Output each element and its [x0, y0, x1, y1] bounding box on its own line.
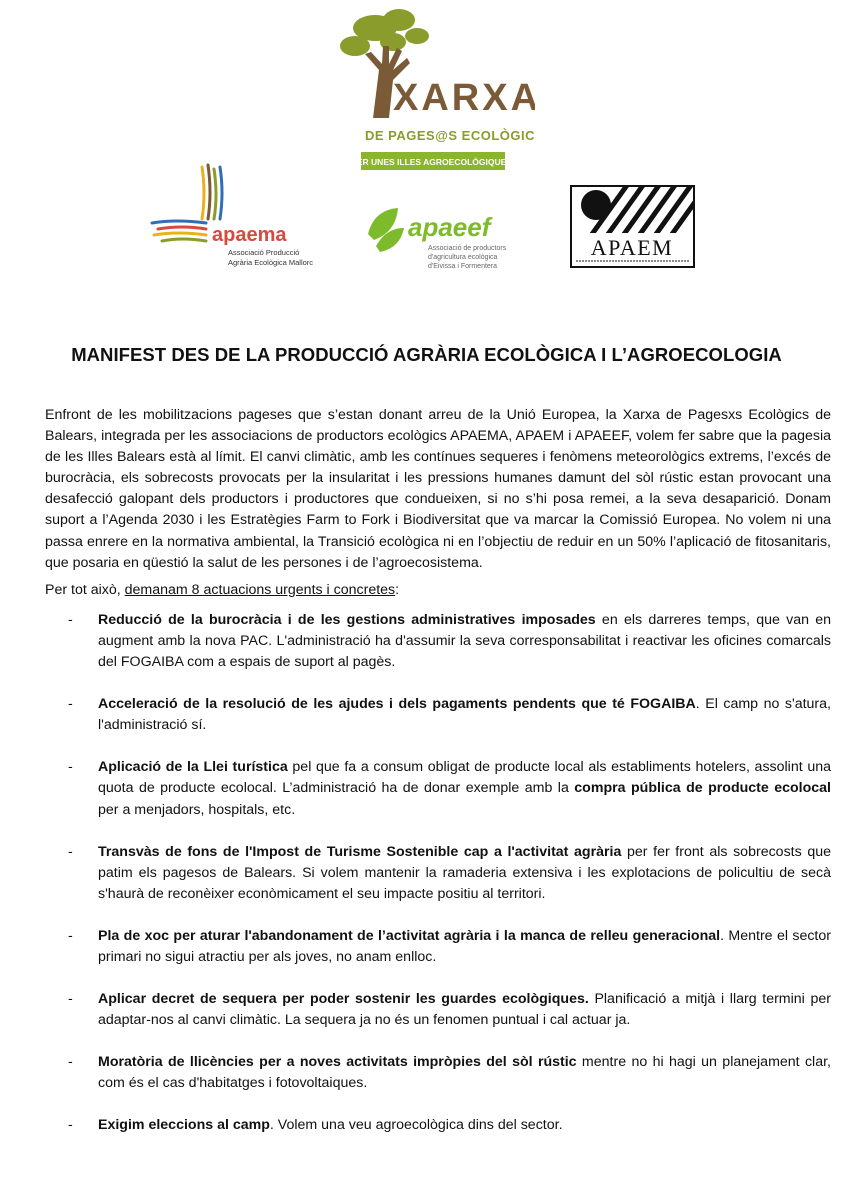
apaema-logo: [148, 163, 313, 273]
paragraph-1: Enfront de les mobilitzacions pageses que s’estan donant arreu de la Unió Europea, la Xarxa de Pagesxs Ecològics de Balears, integrada per les associacions de productors ecològics APAEMA, APAEM i APAEEF, volem fer sabre que la pagesia de les Illes Balears està al límit. El canvi climàtic, amb les contínues sequeres i fenòmens meteorològics extrems, l’excés de burocràcia, els sobrecosts provocats per la insularitat i les pressions humanes damunt del sòl rústic estan provocant una desafecció galopant dels productors i productores que condueixen, si no s’hi posa remei, a la seva desaparició. Donam suport a l’Agenda 2030 i les Estratègies Farm to Fork i Biodiversitat que va marcar la Comissió Europea. No volem ni una passa enrere en la normativa ambiental, la Transició ecològica ni en l’objectiu de reduir en un 50% l’aplicació de fitosanitaris, que posaria en qüestió la salut de les persones i de l’agroecosistema.: [45, 407, 831, 571]
list-item: [45, 989, 831, 1031]
xarxa-name: XARXA: [393, 77, 535, 119]
demand-text: Planificació a mitjà i llarg termini per adaptar-nos al canvi climàtic. La sequera ja no és un fenomen puntual i cal actuar ja.: [98, 991, 831, 1029]
bullet-dash: -: [68, 991, 73, 1008]
demand-bold: Transvàs de fons de l'Impost de Turisme Sostenible cap a l'activitat agrària: [98, 843, 622, 860]
list-item: [45, 610, 831, 673]
bullet-dash: -: [68, 927, 73, 944]
list-item: [45, 926, 831, 968]
xarxa-logo: [335, 6, 535, 176]
demand-bold: Pla de xoc per aturar l'abandonament de l’activitat agrària i la manca de relleu generacional: [98, 927, 721, 944]
apaema-line2: Agrària Ecològica Mallorca: [228, 258, 313, 267]
bullet-dash: -: [68, 1117, 73, 1134]
bullet-dash: -: [68, 696, 73, 713]
demand-bold: Aplicar decret de sequera per poder sostenir les guardes ecològiques.: [98, 991, 589, 1008]
apaem-emblem-icon: [570, 185, 695, 268]
apaeef-name: apaeef: [408, 212, 491, 242]
apaeef-line3: d'Eivissa i Formentera: [428, 263, 498, 270]
demand-text: per fer front als sobrecosts que patim els pagesos de Balears. Si volem mantenir la ramaderia extensiva i les explotacions de policultiu de secà s'haurà de reconèixer econòmicament el seu impacte positiu al territori.: [98, 843, 831, 902]
apaeef-line2: d'agricultura ecològica: [428, 254, 498, 261]
demand-text: pel que fa a consum obligat de producte local als establiments hotelers, assolint una quota de producte ecolocal. L’administració ha de donar exemple amb la: [98, 759, 831, 797]
demand-bold: Exigim eleccions al camp: [98, 1117, 270, 1134]
document-body: [45, 405, 831, 1158]
bullet-dash: -: [68, 759, 73, 776]
list-item: [45, 757, 831, 820]
apaem-name: APAEM: [590, 235, 674, 260]
demands-intro: [45, 580, 831, 601]
bullet-dash: -: [68, 843, 73, 860]
list-item: [45, 694, 831, 736]
demand-text-2: per a menjadors, hospitals, etc.: [98, 801, 296, 818]
apaema-line1: Associació Producció: [228, 248, 300, 257]
demand-bold: Reducció de la burocràcia i de les gestions administratives imposades: [98, 611, 596, 628]
intro-suffix: :: [395, 581, 400, 598]
demand-bold: Acceleració de la resolució de les ajudes i dels pagaments pendents que té FOGAIBA: [98, 696, 696, 713]
document-title: MANIFEST DES DE LA PRODUCCIÓ AGRÀRIA ECOLÒGICA I L’AGROECOLOGIA: [71, 344, 782, 365]
demand-bold: Moratòria de llicències per a noves activitats impròpies del sòl rústic: [98, 1054, 577, 1071]
list-item: [45, 1052, 831, 1094]
demand-text: . Mentre el sector primari no sigui atractiu per als joves, no anam enlloc.: [98, 927, 831, 965]
demands-list: [45, 610, 831, 1137]
intro-underlined: demanam 8 actuacions urgents i concretes: [124, 581, 396, 598]
demand-text: en els darreres temps, que van en augment amb la nova PAC. L'administració ha d'assumir la seva corresponsabilitat i reactivar les oficines comarcals del FOGAIBA com a espais de suport al pagès.: [98, 611, 831, 671]
list-item: [45, 842, 831, 905]
apaeef-line1: Associació de productors: [428, 245, 507, 252]
demand-bold-2: compra pública de producte ecolocal: [574, 780, 831, 797]
apaeef-logo: [366, 204, 526, 272]
apaem-logo: [570, 185, 695, 268]
xarxa-tree-icon: [335, 6, 535, 176]
apaeef-leaf-icon: [366, 204, 526, 272]
apaema-stripes-icon: [148, 163, 313, 273]
bullet-dash: -: [68, 1054, 73, 1071]
demand-text: . El camp no s'atura, l'administració sí.: [98, 696, 831, 734]
demand-bold: Aplicació de la Llei turística: [98, 759, 288, 776]
list-item: [45, 1115, 831, 1136]
demand-text: mentre no hi hagi un planejament clar, com és el cas d'habitatges i fotovoltaiques.: [98, 1054, 831, 1092]
demand-text: . Volem una veu agroecològica dins del sector.: [269, 1117, 563, 1134]
xarxa-tagline: PER UNES ILLES AGROECOLÒGIQUES!: [351, 157, 515, 167]
apaema-name: apaema: [212, 224, 287, 246]
xarxa-subtitle: DE PAGES@S ECOLÒGICS: [365, 128, 535, 143]
intro-prefix: Per tot això,: [45, 581, 125, 598]
bullet-dash: -: [68, 611, 73, 628]
